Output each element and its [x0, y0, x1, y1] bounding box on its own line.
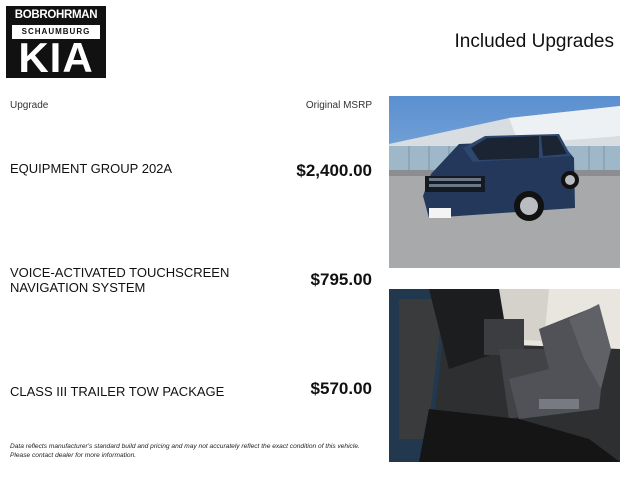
page-title: Included Upgrades [454, 31, 614, 52]
upgrade-name: EQUIPMENT GROUP 202A [10, 161, 173, 176]
logo-line-brand: KIA [18, 34, 94, 81]
vehicle-exterior-photo [389, 96, 620, 268]
upgrade-name: CLASS III TRAILER TOW PACKAGE [10, 384, 225, 399]
upgrade-name: VOICE-ACTIVATED TOUCHSCREEN NAVIGATION SYSTEM [10, 265, 230, 295]
column-header-upgrade: Upgrade [10, 100, 49, 111]
upgrade-price: $2,400.00 [296, 161, 372, 180]
dealer-logo [6, 6, 106, 81]
logo-line-location: SCHAUMBURG [12, 25, 100, 39]
upgrade-price: $570.00 [310, 379, 372, 398]
column-header-msrp: Original MSRP [305, 100, 372, 111]
vehicle-interior-photo [389, 289, 620, 462]
disclaimer-text: Data reflects manufacturer's standard build and pricing and may not accurately reflect the exact condition of this vehicle. Please contact dealer for more information. [10, 443, 360, 459]
logo-line-dealer: BOBROHRMAN [14, 9, 98, 21]
upgrade-price: $795.00 [310, 270, 372, 289]
